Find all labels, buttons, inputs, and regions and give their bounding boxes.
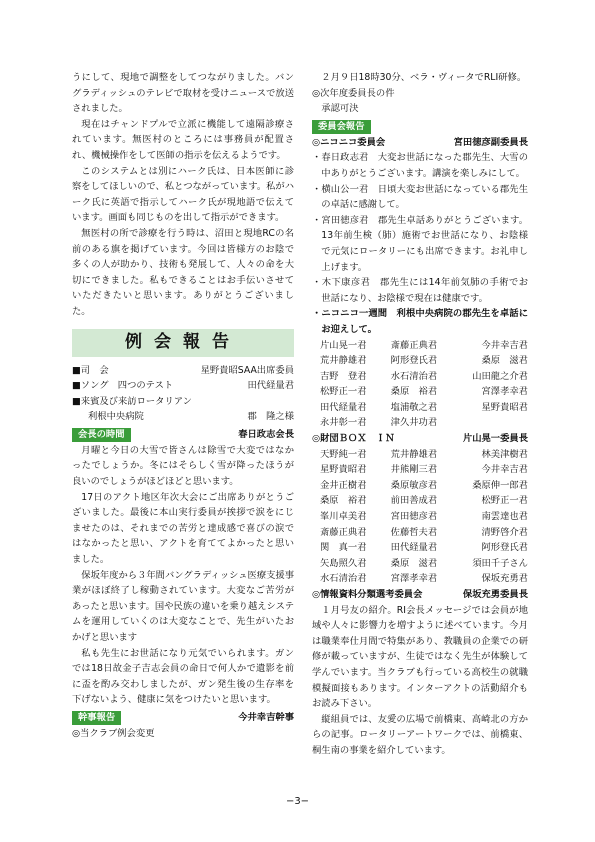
member-name: 関 真一君	[320, 542, 367, 554]
paragraph: 私も先生にお世話になり元気でいられます。ガンでは18日故金子吉志会員の命日で何人かで遺影を前に盃を酌み交わしましたが、ガン発生後の生存率を下げないよう、健康に気をつけたいと思います。	[72, 647, 294, 706]
member-name: 桑原 裕君	[320, 495, 367, 507]
report-label: ■司 会	[72, 364, 109, 376]
right-column	[312, 70, 528, 759]
report-row-host	[72, 363, 294, 379]
bullet-item: ・木下康彦君 郡先生には14年前気肺の手術でお世話になり、お陰様で現在は健康です。	[312, 277, 528, 304]
member-name: 桑原敏彦君	[390, 479, 438, 491]
member-name: 津久井功君	[390, 417, 438, 429]
member-name: 清野啓介君	[481, 526, 528, 538]
member-name: 斎藤正典君	[320, 526, 367, 538]
member-name: 片山晃一君	[320, 339, 367, 351]
member-name: 塩浦敬之君	[390, 401, 438, 413]
secretary-name: 今井幸吉幹事	[238, 712, 294, 724]
info-committee-title: ◎情報資料分類選考委員会	[312, 589, 423, 600]
committee-section-header	[312, 119, 528, 135]
member-name: 荒井静雄君	[320, 355, 367, 367]
report-row-guests	[72, 394, 294, 410]
member-name: 桑原伸一郎君	[472, 479, 528, 491]
member-name: 桑原 裕君	[390, 386, 438, 398]
member-name: 桑原 滋君	[481, 355, 528, 367]
member-name: 金井正樹君	[320, 479, 367, 491]
member-name	[461, 415, 528, 431]
member-name: 松野正一君	[481, 495, 528, 507]
names-list-foundation	[312, 447, 528, 587]
nikoniko-header	[312, 135, 528, 151]
paragraph: ◎次年度委員長の件	[312, 87, 395, 99]
bullet-item: ・宮田徳彦君 郡先生卓話ありがとうございます。13年前生検（肺）施術でお世話になり、お陰様で元気にロータリーにも出席できます。お礼申し上げます。	[312, 214, 528, 273]
report-value: 田代経量君	[247, 380, 294, 392]
member-name: 阿形登氏君	[481, 542, 528, 554]
guest-affiliation: 利根中央病院	[88, 411, 144, 423]
member-name: 阿形登氏君	[390, 355, 438, 367]
member-name: 宮澤孝幸君	[481, 386, 528, 398]
member-name: 吉野 登君	[320, 370, 367, 382]
paragraph: 保坂年度から３年間バングラディッシュ医療支援事業がほぼ終了し稼動されています。大変なご苦労があったと思います。国や民族の違いを乗り越えシステムを運用していくのは大変なことで、先生がいたおかげと思います	[72, 569, 295, 643]
paragraph: うにして、現地で調整をしてつながりました。バングラディッシュのテレビで取材を受けニュースで放送されました。	[72, 72, 294, 115]
member-name: 水石清治君	[320, 573, 367, 585]
foundation-box-title: ◎財団ＢＯＸ ＩＮ	[312, 433, 395, 445]
member-name: 桑原 滋君	[390, 557, 438, 569]
secretary-section-header	[72, 710, 294, 726]
meeting-report-banner: 例会報告	[72, 329, 294, 357]
member-name: 佐藤哲夫君	[390, 526, 438, 538]
bullet-item: ・横山公一君 日頃大変お世話になっている郡先生の卓話に感謝して。	[312, 183, 528, 211]
member-name: 田代経量君	[320, 401, 367, 413]
bullet-item: ・春日政志君 大変お世話になった郡先生、大雪の中ありがとうございます。講演を楽しみにして。	[312, 152, 528, 179]
paragraph: 無医村の所で診療を行う時は、沼田と現地RCの名前のある旗を掲げています。今回は皆様方のお陰で多くの人が助かり、技術も発展して、人々の命を大切にできました。私もできることはお手伝いさせていただきたいと思います。ありがとうございました。	[72, 227, 294, 317]
bullet-item: ・ニコニコ一週間 利根中央病院の郡先生を卓話にお迎えして。	[312, 308, 528, 335]
member-name: 天野純一君	[320, 448, 367, 460]
report-row-song	[72, 378, 294, 394]
foundation-box-chair: 片山晃一委員長	[462, 433, 528, 445]
paragraph: 縦組員では、友愛の広場で前橋東、高崎北の方からの記事。ロータリーアートワークでは、前橋東、桐生南の事業を紹介しています。	[312, 713, 528, 756]
paragraph: 月曜と今日の大雪で皆さんは除雪で大変ではなかったでしょうか。冬にはそらしく雪が降ったほうが良いのでしょうがほどほどと思います。	[72, 444, 294, 488]
paragraph: このシステムとは別にハーク氏は、日本医師に診察をしてほしいので、私とつながっています。私がハーク氏に英語で指示してハーク氏が現地語で伝えています。画面も同じものを出して指示ができます。	[72, 165, 295, 224]
president-time-tag: 会長の時間	[72, 428, 131, 442]
info-committee-header	[312, 587, 528, 603]
info-committee-chair: 保坂充勇委員長	[462, 589, 528, 600]
paragraph: 現在はチャンドプルで立派に機能して遠隔診療されています。無医村のところには事務員が配置され、機械操作をして医師の指示を伝えるようです。	[72, 118, 294, 161]
member-name: 水石清治君	[390, 370, 438, 382]
secretary-report-tag: 幹事報告	[72, 711, 121, 725]
guest-name: 郡 隆之様	[247, 411, 294, 423]
member-name: 今井幸吉君	[481, 464, 528, 476]
member-name: 前田善成君	[390, 495, 438, 507]
member-name: 松野正一君	[320, 386, 367, 398]
report-label: ■来賓及び来訪ロータリアン	[72, 395, 192, 407]
paragraph: 17日のアクト地区年次大会にご出席ありがとうございました。最後に本山実行委員が挨拶で涙をにじませたのは、それまでの苦労と達成感で喜びの涙ではなかったと思い、アクトを育ててよかったと思いました。	[72, 491, 294, 566]
nikoniko-title: ◎ニコニコ委員会	[312, 136, 386, 148]
member-name: 峯川卓美君	[320, 511, 367, 523]
report-label: ■ソング 四つのテスト	[72, 380, 174, 392]
member-name: 荒井静雄君	[390, 448, 438, 460]
member-name: 山田龍之介君	[472, 370, 528, 382]
member-name: 須田千子さん	[472, 557, 528, 569]
member-name: 宮田徳彦君	[390, 511, 438, 523]
member-name: 星野貴昭君	[320, 464, 367, 476]
paragraph: 承認可決	[321, 103, 359, 115]
member-name: 星野貴昭君	[481, 401, 528, 413]
president-section-header	[72, 427, 294, 443]
report-value: 星野貴昭SAA出席委員	[200, 364, 294, 376]
nikoniko-chair: 宮田徳彦副委員長	[453, 136, 528, 148]
paragraph: ２月９日18時30分、ベラ・ヴィータでRLI研修。	[321, 72, 527, 83]
member-name: 保坂充勇君	[481, 573, 528, 585]
member-name: 林美津樹君	[481, 448, 528, 460]
member-name: 矢島照久君	[320, 557, 367, 569]
president-name: 春日政志会長	[238, 429, 294, 441]
member-name: 永井彰一君	[320, 417, 367, 429]
report-row-guest	[72, 409, 294, 425]
member-name: 宮澤孝幸君	[390, 573, 438, 585]
names-list-nikoniko	[312, 338, 528, 432]
left-column	[72, 70, 294, 742]
paragraph: ◎当クラブ例会変更	[72, 727, 155, 739]
member-name: 今井幸吉君	[481, 339, 528, 351]
member-name: 斎藤正典君	[390, 339, 438, 351]
committee-report-tag: 委員会報告	[312, 120, 371, 134]
foundation-box-header	[312, 431, 528, 447]
paragraph: １月号友の紹介。RI会長メッセージでは会員が地域や人々に影響力を増すように述べています。今月は職業奉仕月間で特集があり、教職員の企業での研修が載っていますが、生徒ではなく先生が体験して学んでいます。当クラブも行っている高校生の就職模擬面接もあります。インターアクトの活動紹介もお読み下さい。	[312, 604, 528, 710]
member-name: 南雲達也君	[481, 511, 528, 523]
page-number: −3−	[285, 796, 310, 807]
member-name: 井熊剛三君	[390, 464, 438, 476]
member-name: 田代経量君	[390, 542, 438, 554]
